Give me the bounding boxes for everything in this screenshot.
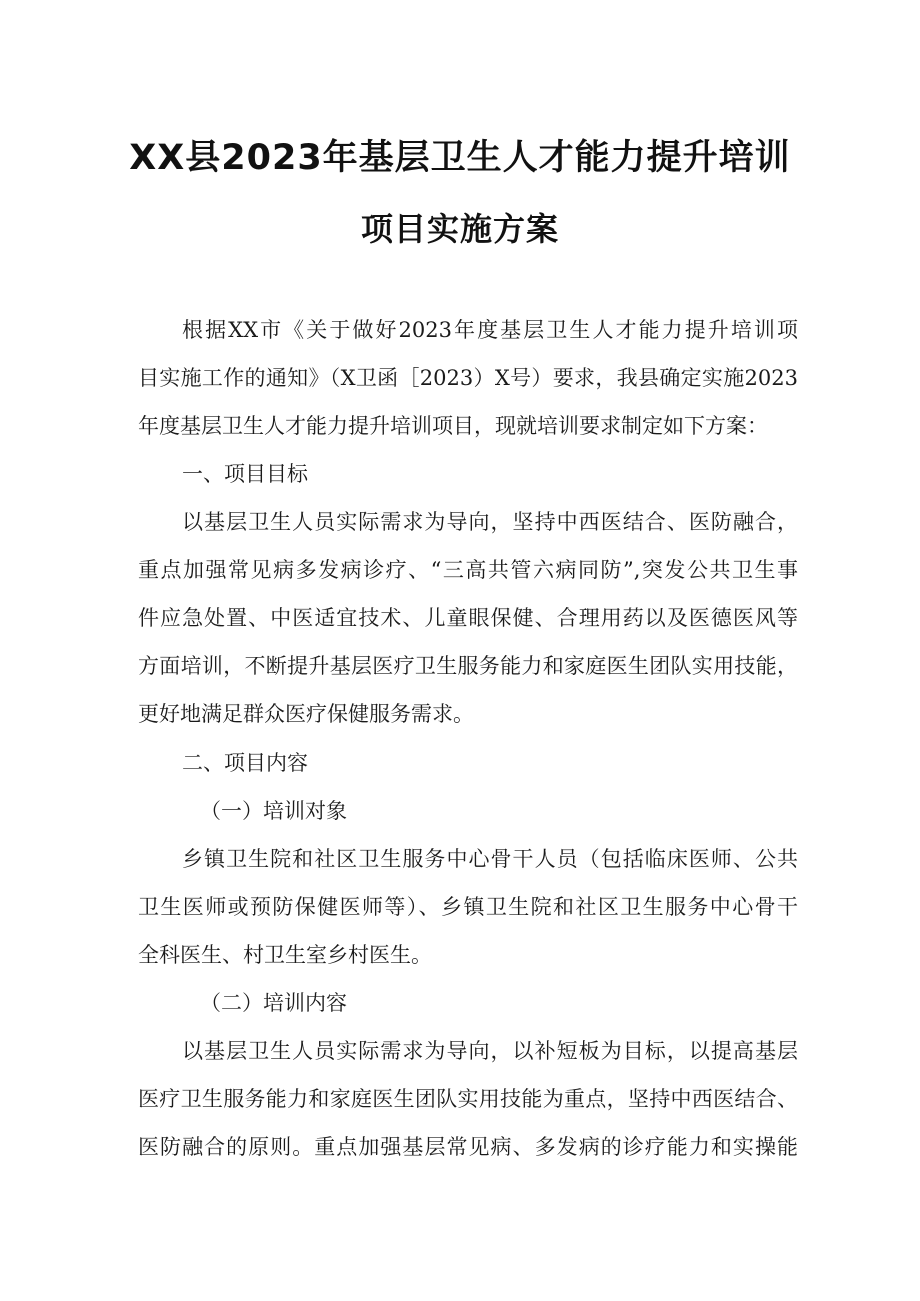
document-title-line-1: XX县2023年基层卫生人才能力提升培训 bbox=[129, 138, 791, 178]
section-1-line-5: 更好地满足群众医疗保健服务需求。 bbox=[138, 702, 474, 726]
subsection-2-heading: （二）培训内容 bbox=[200, 991, 347, 1015]
section-1-heading: 一、项目目标 bbox=[182, 462, 308, 486]
subsection-1-heading: （一）培训对象 bbox=[200, 799, 347, 823]
subsection-1-line-2: 卫生医师或预防保健医师等）、乡镇卫生院和社区卫生服务中心骨干 bbox=[138, 895, 798, 919]
subsection-1-line-1: 乡镇卫生院和社区卫生服务中心骨干人员（包括临床医师、公共 bbox=[182, 847, 798, 871]
intro-line-3: 年度基层卫生人才能力提升培训项目，现就培训要求制定如下方案： bbox=[138, 414, 768, 438]
intro-line-2: 目实施工作的通知》（X卫函［2023）X号）要求，我县确定实施2023 bbox=[138, 366, 798, 390]
subsection-2-line-3: 医防融合的原则。重点加强基层常见病、多发病的诊疗能力和实操能 bbox=[138, 1135, 798, 1159]
section-1-line-1: 以基层卫生人员实际需求为导向，坚持中西医结合、医防融合， bbox=[182, 510, 798, 534]
document-title-line-2: 项目实施方案 bbox=[360, 210, 559, 248]
intro-line-1: 根据XX市《关于做好2023年度基层卫生人才能力提升培训项 bbox=[182, 318, 798, 342]
subsection-1-line-3: 全科医生、村卫生室乡村医生。 bbox=[138, 943, 432, 967]
section-1-line-2: 重点加强常见病多发病诊疗、“三高共管六病同防”,突发公共卫生事 bbox=[138, 558, 798, 582]
section-2-heading: 二、项目内容 bbox=[182, 751, 308, 775]
section-1-line-4: 方面培训，不断提升基层医疗卫生服务能力和家庭医生团队实用技能， bbox=[138, 654, 798, 678]
section-1-line-3: 件应急处置、中医适宜技术、儿童眼保健、合理用药以及医德医风等 bbox=[138, 606, 798, 630]
subsection-2-line-1: 以基层卫生人员实际需求为导向，以补短板为目标，以提高基层 bbox=[182, 1039, 798, 1063]
subsection-2-line-2: 医疗卫生服务能力和家庭医生团队实用技能为重点，坚持中西医结合、 bbox=[138, 1087, 798, 1111]
